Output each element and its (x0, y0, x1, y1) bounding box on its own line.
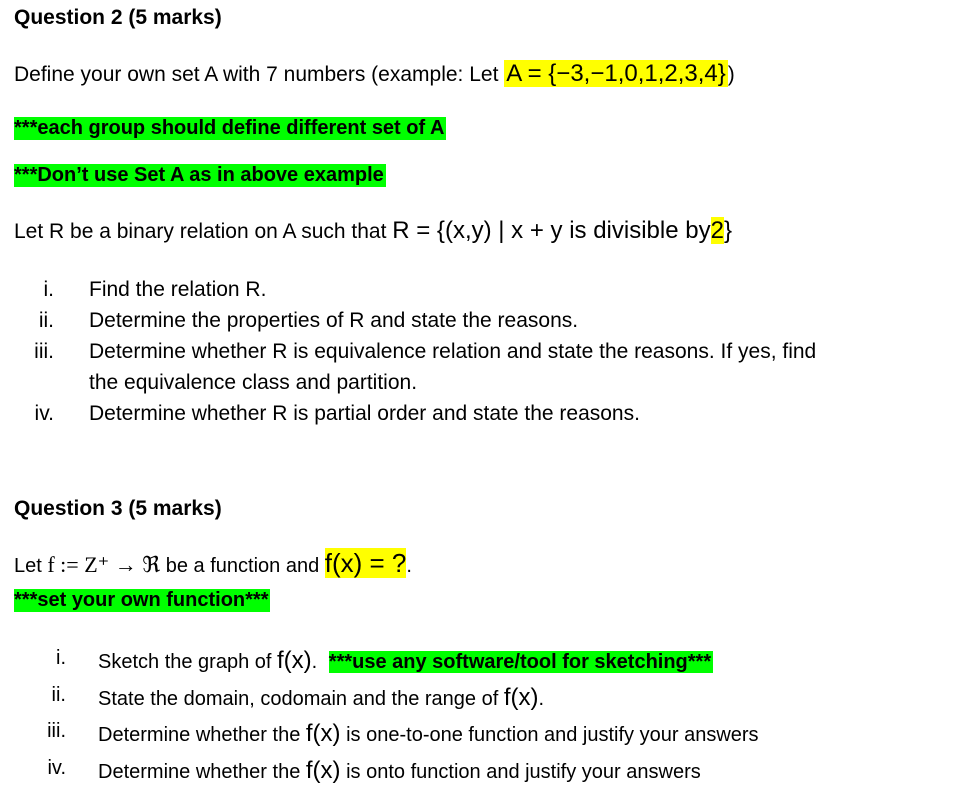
define-close: ) (727, 63, 735, 86)
q2-item-2: ii. Determine the properties of R and state the reasons. (38, 309, 579, 332)
relation-formula: R = {(x,y) | x + y is divisible by (392, 217, 711, 244)
be-text: be a function and (160, 555, 325, 577)
q3-item-4: iv. Determine whether the f(x) is onto function and justify your answers (47, 757, 701, 784)
q2-item-3: iii. Determine whether R is equivalence relation and state the reasons. If yes, find (34, 340, 817, 363)
note-different-set: ***each group should define different set of A (14, 117, 445, 139)
question-3-heading: Question 3 (5 marks) (14, 497, 222, 520)
note-dont-use-example: ***Don’t use Set A as in above example (14, 164, 384, 186)
relation-divisor: 2 (710, 217, 724, 244)
q3-item-2: ii. State the domain, codomain and the range of f(x). (51, 684, 545, 711)
period: . (406, 555, 412, 577)
q2-item-4: iv. Determine whether R is partial order and state the reasons. (34, 402, 640, 425)
q3-item-3: iii. Determine whether the f(x) is one-to-one function and justify your answers (47, 720, 759, 747)
note-sketch-tool: ***use any software/tool for sketching*** (328, 651, 712, 673)
function-def-line (14, 548, 412, 579)
let-text: Let (14, 555, 48, 577)
relation-close: } (723, 217, 732, 244)
fx-definition: f(x) = ? (324, 548, 407, 578)
q3-item-1: i. Sketch the graph of f(x). ***use any software/tool for sketching*** (56, 647, 712, 674)
relation-line (14, 217, 732, 245)
q2-item-1: i. Find the relation R. (43, 278, 267, 301)
define-set-line (14, 60, 735, 88)
function-signature: f := Z⁺ → ℜ (47, 552, 161, 577)
define-text: Define your own set A with 7 numbers (example: Let (14, 63, 505, 86)
question-2-heading: Question 2 (5 marks) (14, 6, 222, 29)
note-own-function: ***set your own function*** (14, 589, 269, 611)
example-set: A = {−3,−1,0,1,2,3,4} (506, 60, 726, 87)
relation-text: Let R be a binary relation on A such that (14, 220, 393, 243)
